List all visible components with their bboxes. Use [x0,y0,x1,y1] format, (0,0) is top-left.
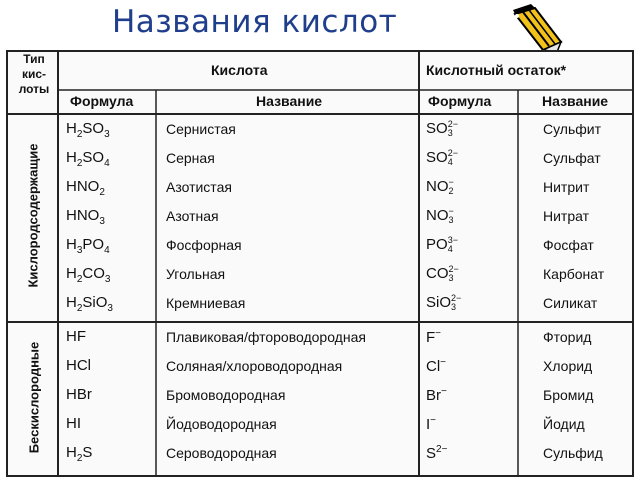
ion-subscript: 2 [448,186,454,197]
residue-formula [426,207,454,225]
type-header-line: кис- [21,67,47,81]
acid-name: Азотная [166,208,219,224]
formula-part: HCl [66,357,91,374]
formula-part: SiO [82,294,108,311]
residue-name: Хлорид [543,358,593,374]
ion-indices [448,236,458,254]
formula-part: H [66,149,77,166]
acid-formula [66,444,92,464]
ion-subscript: 3 [448,273,454,284]
acid-name: Соляная/хлороводородная [166,358,343,374]
ion-part: SO [426,149,448,166]
formula-subscript: 3 [99,216,105,227]
formula-subscript: 4 [104,158,110,169]
ion-subscript: 3 [448,215,454,226]
formula-part: HF [66,328,86,345]
formula-subscript: 3 [104,274,111,285]
ion-indices [449,265,459,283]
residue-formula [426,386,447,404]
acid-name: Азотистая [166,179,232,195]
acid-name: Угольная [166,266,226,282]
ion-part: S [426,445,437,462]
acid-formula [66,386,92,403]
ion-part: NO [426,207,449,224]
residue-header: Кислотный остаток* [426,62,567,78]
acid-name: Серная [166,150,215,166]
ion-part: Br [426,387,441,404]
ion-charge: 2− [436,444,448,455]
residue-name: Карбонат [543,266,605,282]
residue-name: Фторид [543,329,592,345]
formula-part: HNO [66,178,100,195]
acid-formula [66,207,105,227]
ion-part: NO [426,178,449,195]
acid-name: Сернистая [166,121,236,137]
formula-subscript: 4 [104,245,110,256]
name-header: Название [256,93,323,109]
formula-subscript: 2 [76,274,83,285]
formula-header: Формула [70,93,134,109]
acid-formula [66,415,81,432]
acid-header: Кислота [211,62,268,78]
ion-subscript: 4 [447,244,453,255]
residue-formula [426,149,458,167]
formula-part: H [66,294,77,311]
formula-subscript: 3 [107,303,113,314]
acid-name: Кремниевая [166,295,246,311]
ion-subscript: 3 [447,128,453,139]
formula-part: CO [82,265,105,282]
formula-subscript: 2 [99,187,105,198]
formula-part: S [82,444,93,461]
ion-charge: − [448,206,454,217]
formula-part: H [66,444,77,461]
residue-name: Силикат [543,295,598,311]
formula-part: SO [82,149,105,166]
ion-charge: 2− [447,119,458,130]
formula-part: PO [82,236,105,253]
group-oxygenless-label: Бескислородные [26,341,42,454]
acid-formula [66,328,86,345]
formula-subscript: 2 [76,453,83,464]
acid-name: Бромоводородная [166,387,286,403]
ion-part: I [426,416,431,433]
acids-table [6,50,634,477]
ion-charge: 2− [447,148,458,159]
residue-formula [426,415,436,433]
formula-part: HNO [66,207,100,224]
formula-part: SO [82,120,105,137]
ion-part: Cl [426,358,441,375]
type-header-line: лоты [18,82,50,96]
acid-name: Плавиковая/фтороводородная [166,329,366,345]
ion-charge: − [440,357,447,368]
residue-name: Сульфид [543,445,603,461]
formula-part: H [66,120,77,137]
ion-part: SO [426,120,448,137]
group-oxygen-label: Кислородсодержащие [25,143,41,288]
residue-name: Нитрат [543,208,590,224]
ion-charge: 2− [451,293,462,304]
formula-subscript: 3 [104,129,110,140]
acid-formula [66,236,110,256]
residue-name: Бромид [543,387,594,403]
ion-part: SiO [426,294,452,311]
residue-formula [426,178,454,196]
formula-subscript: 3 [76,245,83,256]
ion-charge: − [430,415,437,426]
ion-charge: − [435,328,442,339]
ion-part: F [426,329,436,346]
residue-formula [426,357,446,375]
ion-part: CO [426,265,449,282]
residue-formula [426,328,441,346]
ion-indices [451,294,461,312]
ion-indices [448,149,458,167]
residue-name: Фосфат [543,237,594,253]
formula-subscript: 2 [76,158,83,169]
ion-subscript: 4 [447,157,453,168]
acid-formula [66,265,110,285]
formula-subscript: 2 [76,129,83,140]
acid-formula [66,294,113,314]
page-title: Названия кислот [112,4,398,40]
acid-name: Фосфорная [166,237,242,253]
ion-part: PO [426,236,448,253]
residue-formula [426,236,458,254]
residue-name-header: Название [542,93,609,109]
ion-indices [449,178,454,196]
residue-formula [426,444,447,462]
ion-indices [449,207,454,225]
ion-indices [448,120,458,138]
ion-charge: − [448,177,454,188]
ion-charge: 2− [448,264,459,275]
acid-formula [66,149,110,169]
formula-subscript: 2 [76,303,83,314]
residue-name: Сульфит [543,121,602,137]
formula-part: HBr [66,386,92,403]
pencil-icon [505,2,567,54]
residue-formula [426,120,458,138]
residue-name: Сульфат [543,150,601,166]
acid-formula [66,120,110,140]
residue-name: Нитрит [543,179,590,195]
acid-name: Сероводородная [166,445,277,461]
acid-formula [66,357,91,374]
formula-part: HI [66,415,81,432]
formula-part: H [66,236,77,253]
acid-formula [66,178,105,198]
ion-subscript: 3 [451,302,457,313]
ion-charge: − [441,386,447,397]
residue-formula [426,294,461,312]
type-header [14,52,54,97]
type-header-line: Тип [23,52,45,66]
residue-name: Йодид [543,416,585,432]
acid-name: Йодоводородная [166,416,277,432]
table-grid [6,50,634,477]
ion-charge: 3− [447,235,458,246]
residue-formula-header: Формула [428,93,492,109]
formula-part: H [66,265,77,282]
residue-formula [426,265,459,283]
